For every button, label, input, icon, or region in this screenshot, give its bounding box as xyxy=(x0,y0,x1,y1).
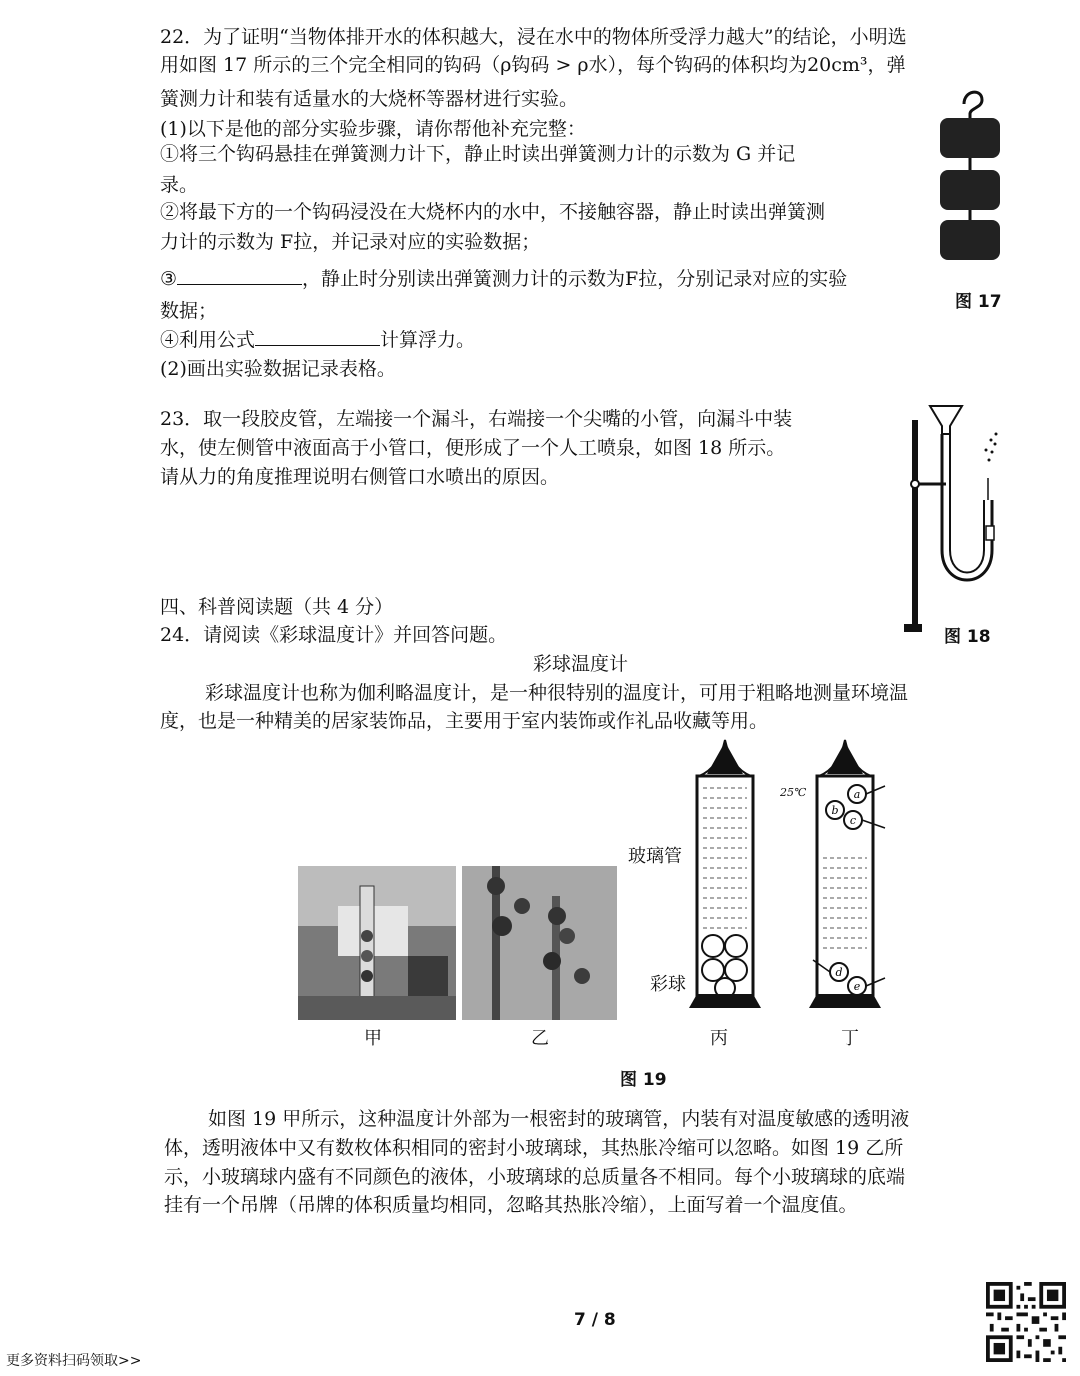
article-para-2d: 挂有一个吊牌（吊牌的体积质量均相同，忽略其热胀冷缩），上面写着一个温度值。 xyxy=(164,1194,858,1216)
q22-step-1a: ①将三个钩码悬挂在弹簧测力计下，静止时读出弹簧测力计的示数为 G 并记 xyxy=(160,143,796,165)
q22-line-4: (1)以下是他的部分实验步骤，请你帮他补充完整： xyxy=(160,118,586,140)
ball-letter-a: a xyxy=(853,788,861,801)
temperature-mark-25c: 25℃ xyxy=(780,786,807,799)
caption-yi: 乙 xyxy=(531,1028,549,1049)
q23-line-3: 请从力的角度推理说明右侧管口水喷出的原因。 xyxy=(160,466,560,488)
section-4-heading: 四、科普阅读题（共 4 分） xyxy=(160,596,394,618)
q22-line-3: 簧测力计和装有适量水的大烧杯等器材进行实验。 xyxy=(160,88,579,110)
diagram-bing-thermometer xyxy=(685,738,765,1010)
ball-letter-c: c xyxy=(849,814,857,827)
photo-yi xyxy=(462,866,617,1020)
q22-part-2: (2)画出实验数据记录表格。 xyxy=(160,358,396,380)
figure-18-fountain-apparatus xyxy=(900,400,1020,640)
article-title: 彩球温度计 xyxy=(533,653,629,675)
q22-step-4 xyxy=(160,325,475,355)
q22-step-2b: 力计的示数为 F拉，并记录对应的实验数据； xyxy=(160,231,541,253)
ball-letter-e: e xyxy=(853,980,861,993)
article-para-2b: 体，透明液体中又有数枚体积相同的密封小玻璃球，其热胀冷缩可以忽略。如图 19 乙所 xyxy=(164,1137,904,1159)
article-para-1b: 度，也是一种精美的居家装饰品，主要用于室内装饰或作礼品收藏等用。 xyxy=(160,710,769,732)
figure-19-label: 图 19 xyxy=(620,1070,667,1090)
article-para-2c: 示，小玻璃球内盛有不同颜色的液体，小玻璃球的总质量各不相同。每个小玻璃球的底端 xyxy=(164,1166,906,1188)
qr-code[interactable] xyxy=(986,1282,1066,1362)
q22-step-2a: ②将最下方的一个钩码浸没在大烧杯内的水中，不接触容器，静止时读出弹簧测 xyxy=(160,201,826,223)
figure-17-label: 图 17 xyxy=(955,292,1002,312)
q23-line-2: 水，使左侧管中液面高于小管口，便形成了一个人工喷泉，如图 18 所示。 xyxy=(160,437,786,459)
q22-line-1: 22．为了证明“当物体排开水的体积越大，浸在水中的物体所受浮力越大”的结论，小明选 xyxy=(160,26,907,48)
caption-jia: 甲 xyxy=(364,1028,382,1049)
q22-step-4-prefix: ④利用公式 xyxy=(160,329,256,351)
q24-prompt: 24．请阅读《彩球温度计》并回答问题。 xyxy=(160,624,508,646)
answer-blank-formula[interactable] xyxy=(255,327,380,346)
footer-more-resources: 更多资料扫码领取>> xyxy=(6,1353,142,1369)
figure-17-hook-weights xyxy=(930,82,1010,262)
figure-18-label: 图 18 xyxy=(944,627,991,647)
q22-step-4-suffix: 计算浮力。 xyxy=(380,329,476,351)
label-colored-ball: 彩球 xyxy=(650,974,686,995)
q22-step-3 xyxy=(160,264,847,294)
ball-letter-d: d xyxy=(835,966,843,979)
q23-line-1: 23．取一段胶皮管，左端接一个漏斗，右端接一个尖嘴的小管，向漏斗中装 xyxy=(160,408,793,430)
diagram-ding-thermometer xyxy=(805,738,895,1010)
photo-jia xyxy=(298,866,456,1020)
answer-blank-step-3[interactable] xyxy=(177,266,302,285)
q22-step-3-suffix: ，静止时分别读出弹簧测力计的示数为F拉，分别记录对应的实验 xyxy=(302,268,848,290)
label-glass-tube: 玻璃管 xyxy=(628,846,682,867)
page-number: 7 / 8 xyxy=(574,1310,616,1330)
caption-bing: 丙 xyxy=(710,1028,728,1049)
article-para-1a: 彩球温度计也称为伽利略温度计，是一种很特别的温度计，可用于粗略地测量环境温 xyxy=(205,682,909,704)
caption-ding: 丁 xyxy=(841,1028,859,1049)
q22-step-3b: 数据； xyxy=(160,300,218,322)
q22-line-2: 用如图 17 所示的三个完全相同的钩码（ρ钩码 > ρ水），每个钩码的体积均为20cm³，弹 xyxy=(160,54,906,76)
q22-step-1b: 录。 xyxy=(160,174,199,196)
q22-step-3-prefix: ③ xyxy=(160,268,178,290)
article-para-2a: 如图 19 甲所示，这种温度计外部为一根密封的玻璃管，内装有对温度敏感的透明液 xyxy=(208,1108,910,1130)
ball-letter-b: b xyxy=(831,804,839,817)
